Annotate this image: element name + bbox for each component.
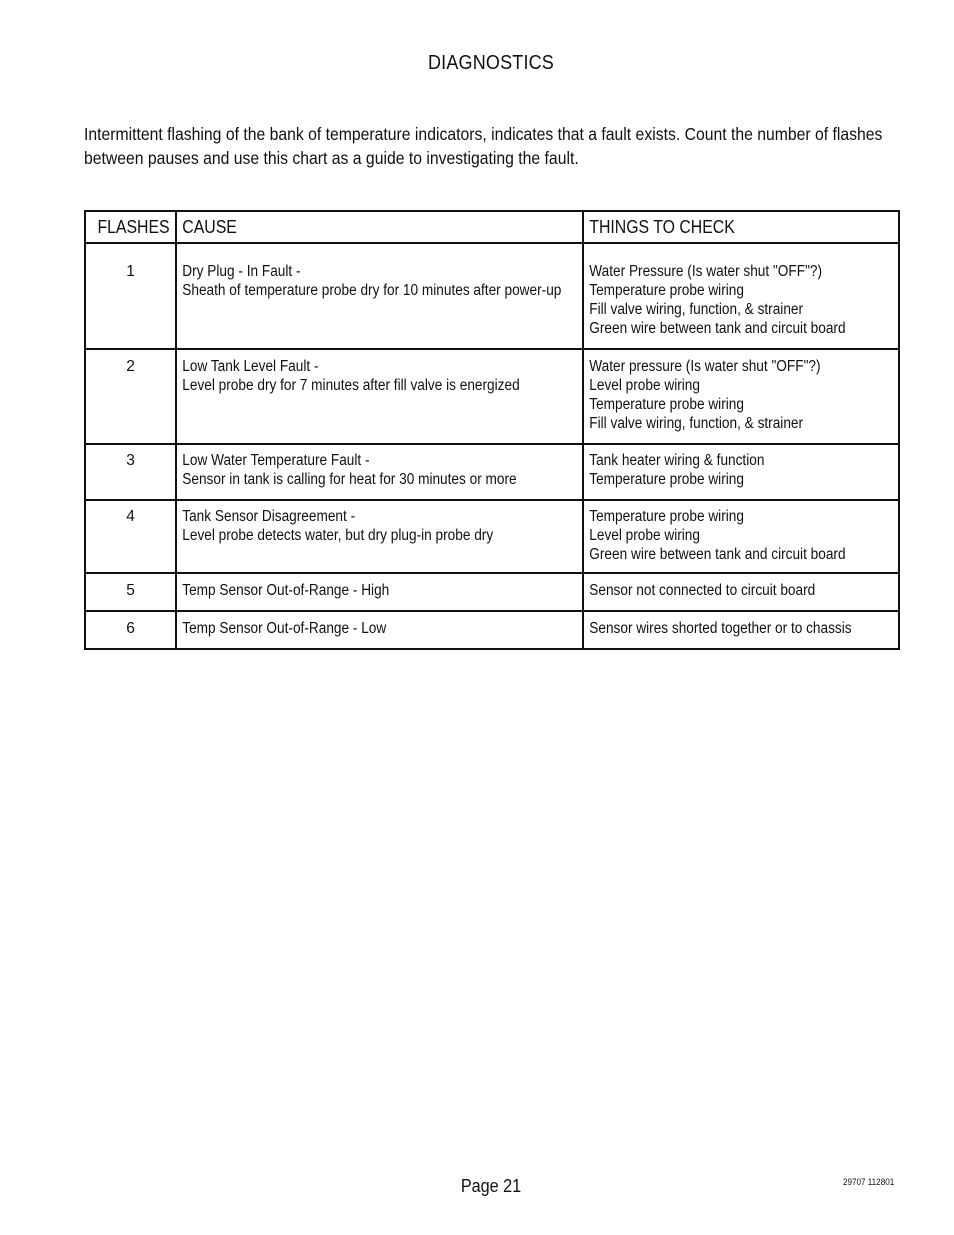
flashes-cell: 1 [85,243,176,349]
cause-title: Temp Sensor Out-of-Range - Low [182,620,387,637]
flashes-cell: 6 [85,611,176,649]
cause-cell [176,243,583,349]
cause-detail: Sheath of temperature probe dry for 10 minutes after power-up [182,282,562,299]
check-cell [583,243,899,349]
check-item: Temperature probe wiring [589,508,744,525]
check-item: Green wire between tank and circuit board [589,546,846,563]
table-row [85,573,899,611]
cause-detail: Level probe detects water, but dry plug-in probe dry [182,527,494,544]
table-header-row [85,211,899,243]
check-item: Level probe wiring [589,527,700,544]
check-item: Water pressure (Is water shut "OFF"?) [589,358,821,375]
flashes-cell: 5 [85,573,176,611]
cause-cell [176,349,583,444]
page-title: DIAGNOSTICS [428,52,554,74]
document-code: 29707 112801 [843,1177,895,1187]
cause-detail: Level probe dry for 7 minutes after fill valve is energized [182,377,520,394]
header-things-to-check: THINGS TO CHECK [583,211,899,243]
check-item: Level probe wiring [589,377,700,394]
check-item: Green wire between tank and circuit board [589,320,846,337]
cause-title: Tank Sensor Disagreement - [182,508,356,525]
check-item: Sensor not connected to circuit board [589,582,816,599]
check-cell [583,573,899,611]
flashes-cell: 3 [85,444,176,500]
header-cause: CAUSE [176,211,583,243]
check-item: Temperature probe wiring [589,471,744,488]
cause-title: Dry Plug - In Fault - [182,263,301,280]
flashes-cell: 4 [85,500,176,573]
table-row [85,611,899,649]
flashes-cell: 2 [85,349,176,444]
check-item: Water Pressure (Is water shut "OFF"?) [589,263,823,280]
check-cell [583,500,899,573]
table-row [85,500,899,573]
check-item: Temperature probe wiring [589,282,744,299]
table-row [85,444,899,500]
cause-cell [176,611,583,649]
page-number: Page 21 [460,1176,522,1196]
check-item: Temperature probe wiring [589,396,744,413]
diagnostics-table [84,210,900,650]
header-flashes: FLASHES [85,211,176,243]
check-item: Tank heater wiring & function [589,452,765,469]
intro-paragraph: Intermittent flashing of the bank of temperature indicators, indicates that a fault exists. Count the number of flashes between pauses and use this chart as a guide to investigating the fault. [84,124,883,168]
table-row [85,349,899,444]
cause-cell [176,573,583,611]
check-item: Sensor wires shorted together or to chassis [589,620,852,637]
cause-detail: Sensor in tank is calling for heat for 30 minutes or more [182,471,517,488]
check-cell [583,349,899,444]
check-cell [583,444,899,500]
cause-cell [176,444,583,500]
cause-title: Low Tank Level Fault - [182,358,319,375]
check-cell [583,611,899,649]
check-item: Fill valve wiring, function, & strainer [589,415,804,432]
cause-title: Low Water Temperature Fault - [182,452,370,469]
table-row [85,243,899,349]
cause-cell [176,500,583,573]
cause-title: Temp Sensor Out-of-Range - High [182,582,390,599]
check-item: Fill valve wiring, function, & strainer [589,301,804,318]
